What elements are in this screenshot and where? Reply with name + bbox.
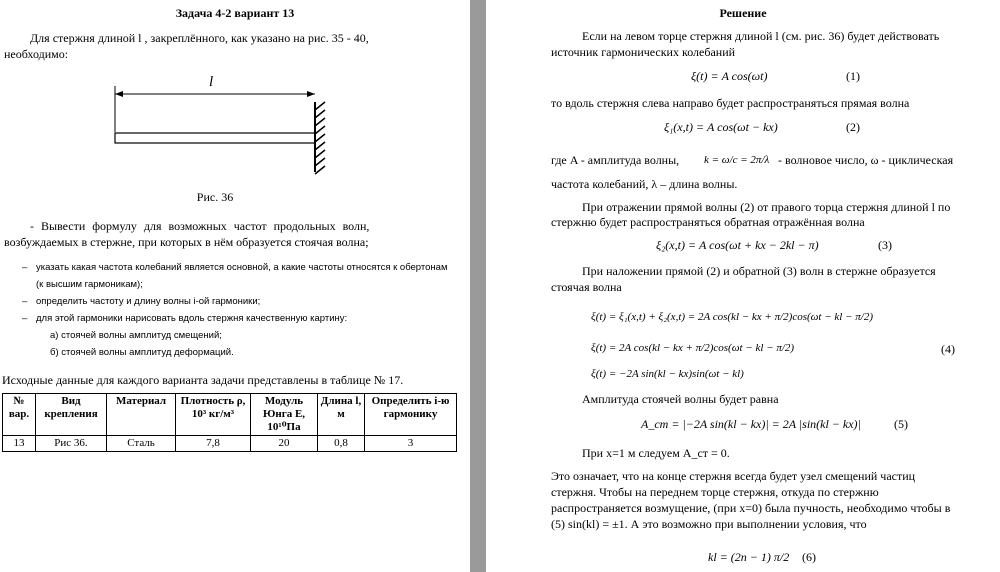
equation-4c: ξ(t) = −2A sin(kl − kx)sin(ωt − kl) bbox=[591, 368, 744, 380]
equation-6: kl = (2n − 1) π/2 bbox=[708, 550, 790, 564]
task-line-1: - Вывести формулу для возможных частот продольных волн, bbox=[30, 219, 370, 233]
equation-5-number: (5) bbox=[894, 417, 908, 431]
rod-figure bbox=[105, 72, 335, 182]
arrow-left-icon bbox=[115, 91, 123, 97]
task-title: Задача 4-2 вариант 13 bbox=[175, 6, 295, 20]
table-intro: Исходные данные для каждого варианта задачи представлены в таблице № 17. bbox=[2, 373, 404, 387]
equation-2: ξ₁(x,t) = A cos(ωt − kx) bbox=[664, 120, 778, 134]
arrow-right-icon bbox=[307, 91, 315, 97]
p6: Амплитуда стоячей волны будет равна bbox=[582, 392, 779, 406]
page-gap bbox=[470, 0, 486, 572]
solution-title: Решение bbox=[719, 6, 767, 20]
equation-4a: ξ(t) = ξ₁(x,t) + ξ₂(x,t) = 2A cos(kl − kx + π/2)cos(ωt − kl − π/2) bbox=[591, 311, 873, 323]
equation-5: A_ст = |−2A sin(kl − kx)| = 2A |sin(kl − kx)| bbox=[641, 417, 861, 431]
subtask-subitem: б) стоячей волны амплитуд деформаций. bbox=[50, 347, 234, 358]
wavenumber-formula: k = ω/c = 2π/λ bbox=[704, 154, 770, 166]
equation-6-number: (6) bbox=[802, 550, 816, 564]
equation-4-number: (4) bbox=[941, 342, 955, 356]
p2: то вдоль стержня слева направо будет распространяться прямая волна bbox=[551, 96, 910, 110]
table-header: Модуль Юнга E, 10¹⁰Па bbox=[251, 394, 318, 436]
p3-line-2: частота колебаний, λ – длина волны. bbox=[551, 177, 738, 191]
p3-part-a: где A - амплитуда волны, bbox=[551, 153, 680, 167]
table-cell: 3 bbox=[365, 436, 457, 452]
table-header: Длина l, м bbox=[318, 394, 365, 436]
p5-line-1: При наложении прямой (2) и обратной (3) волн в стержне образуется bbox=[582, 264, 936, 278]
table-cell: Сталь bbox=[107, 436, 176, 452]
subtask-item-continued: (к высшим гармоникам); bbox=[36, 279, 143, 290]
figure-caption: Рис. 36 bbox=[196, 190, 234, 204]
task-line-2: возбуждаемых в стержне, при которых в нём образуется стоячая волна; bbox=[4, 235, 369, 249]
wall-hatch bbox=[315, 102, 325, 174]
table-header: № вар. bbox=[3, 394, 36, 436]
subtask-subitem: а) стоячей волны амплитуд смещений; bbox=[50, 330, 222, 341]
table-cell: 7,8 bbox=[176, 436, 251, 452]
intro-line-2: необходимо: bbox=[4, 47, 69, 61]
length-label: l bbox=[209, 74, 214, 90]
subtasks-list bbox=[22, 259, 462, 361]
table-cell: Рис 36. bbox=[36, 436, 107, 452]
p3-part-b: - волновое число, ω - циклическая bbox=[778, 153, 954, 167]
p4-line-1: При отражении прямой волны (2) от правого торца стержня длиной l по bbox=[582, 200, 951, 214]
subtask-item: – указать какая частота колебаний является основной, а какие частоты относятся к обертонам bbox=[22, 262, 448, 273]
table-header: Определить i-ю гармонику bbox=[365, 394, 457, 436]
equation-1: ξ(t) = A cos(ωt) bbox=[691, 69, 768, 83]
subtask-item: – для этой гармоники нарисовать вдоль стержня качественную картину: bbox=[22, 313, 348, 324]
table-row bbox=[3, 436, 457, 452]
p1-line-1: Если на левом торце стержня длиной l (см. рис. 36) будет действовать bbox=[582, 29, 940, 43]
rod bbox=[115, 133, 315, 143]
table-header-row bbox=[3, 394, 457, 436]
intro-line-1: Для стержня длиной l , закреплённого, как указано на рис. 35 - 40, bbox=[30, 31, 369, 45]
p1-line-2: источник гармонических колебаний bbox=[551, 45, 736, 59]
p8-line-4: (5) sin(kl) = ±1. А это возможно при выполнении условия, что bbox=[551, 517, 867, 531]
left-page bbox=[0, 0, 470, 572]
table-cell: 13 bbox=[3, 436, 36, 452]
equation-3: ξ₂(x,t) = A cos(ωt + kx − 2kl − π) bbox=[656, 238, 819, 252]
table-header: Вид крепления bbox=[36, 394, 107, 436]
p8-line-3: распространяется возмущение, (при x=0) была пучность, необходимо чтобы в bbox=[551, 501, 951, 515]
equation-3-number: (3) bbox=[878, 238, 892, 252]
p8-line-2: стержня. Чтобы на переднем торце стержня, откуда по стержню bbox=[551, 485, 879, 499]
p7: При x=1 м следуем A_ст = 0. bbox=[582, 446, 730, 460]
table-cell: 20 bbox=[251, 436, 318, 452]
right-page bbox=[486, 0, 1000, 572]
equation-1-number: (1) bbox=[846, 69, 860, 83]
p5-line-2: стоячая волна bbox=[551, 280, 622, 294]
table-header: Материал bbox=[107, 394, 176, 436]
p8-line-1: Это означает, что на конце стержня всегда будет узел смещений частиц bbox=[551, 469, 916, 483]
table-header: Плотность ρ, 10³ кг/м³ bbox=[176, 394, 251, 436]
p4-line-2: стержню будет распространяться обратная отражённая волна bbox=[551, 215, 865, 229]
equation-2-number: (2) bbox=[846, 120, 860, 134]
table-cell: 0,8 bbox=[318, 436, 365, 452]
subtask-item: – определить частоту и длину волны i-ой гармоники; bbox=[22, 296, 261, 307]
data-table bbox=[2, 393, 457, 452]
equation-4b: ξ(t) = 2A cos(kl − kx + π/2)cos(ωt − kl − π/2) bbox=[591, 342, 795, 354]
